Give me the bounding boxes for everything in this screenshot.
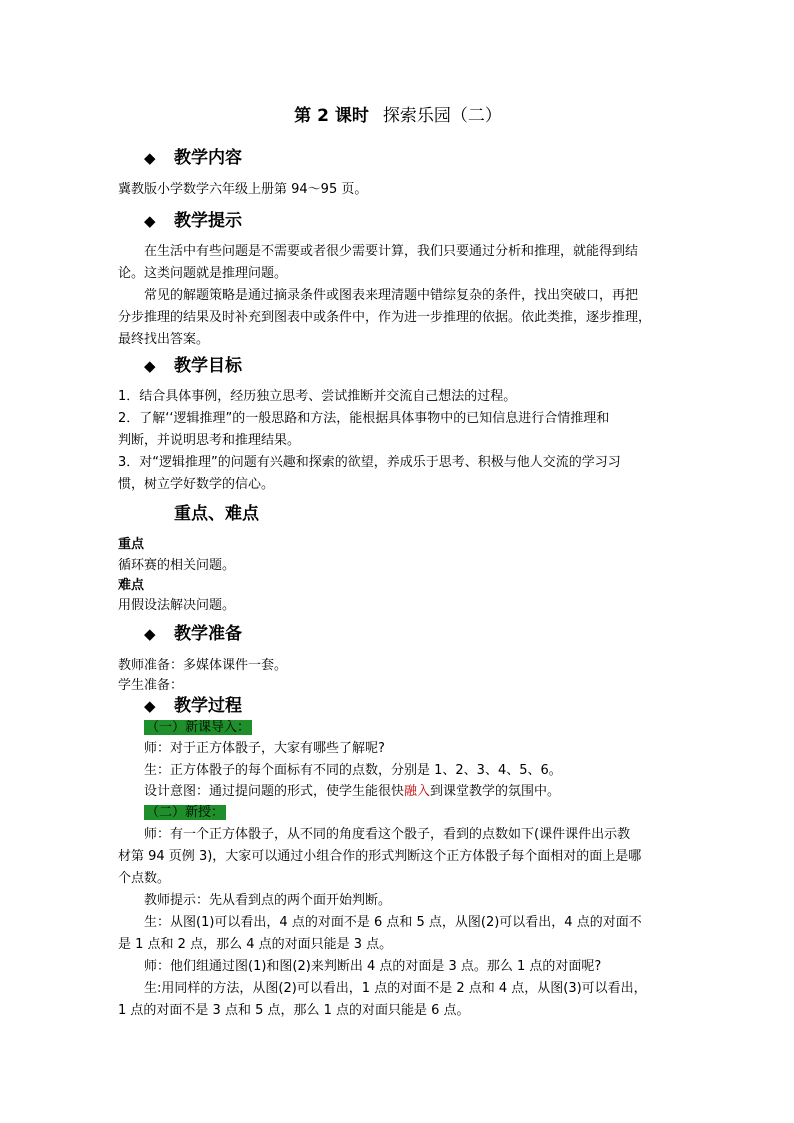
tips-line: 论。这类问题就是推理问题。 bbox=[118, 266, 288, 281]
tips-line: 常见的解题策略是通过摘录条件或图表来理清题中错综复杂的条件，找出突破口，再把 bbox=[144, 288, 639, 303]
key-label: 重点 bbox=[118, 537, 145, 552]
diamond-icon: ◆ bbox=[144, 149, 156, 167]
teacher-prep: 教师准备：多媒体课件一套。 bbox=[118, 658, 288, 673]
section-heading-goals: ◆ 教学目标 bbox=[144, 356, 242, 376]
section-heading-tips: ◆ 教学提示 bbox=[144, 211, 242, 231]
tips-line: 最终找出答案。 bbox=[118, 332, 210, 347]
goal-line: 惯，树立学好数学的信心。 bbox=[118, 477, 275, 492]
section-heading-content: ◆ 教学内容 bbox=[144, 148, 242, 168]
key-text: 循环赛的相关问题。 bbox=[118, 558, 236, 573]
tips-line: 分步推理的结果及时补充到图表中或条件中，作为进一步推理的依据。依此类推，逐步推理， bbox=[118, 310, 652, 325]
section-heading-key: 重点、难点 bbox=[174, 504, 259, 524]
process-line: 师：对于正方体骰子，大家有哪些了解呢? bbox=[144, 741, 385, 756]
process-line: 生:用同样的方法，从图(2)可以看出，1 点的对面不是 2 点和 4 点，从图(3)可以看出， bbox=[144, 981, 647, 996]
goal-line: 2．了解‘‘逻辑推理”的一般思路和方法，能根据具体事物中的已知信息进行合情推理和 bbox=[118, 411, 610, 426]
difficulty-text: 用假设法解决问题。 bbox=[118, 598, 236, 613]
goal-line: 3．对“逻辑推理”的问题有兴趣和探索的欲望，养成乐于思考、积极与他人交流的学习习 bbox=[118, 455, 621, 470]
process-line: 师：他们组通过图(1)和图(2)来判断出 4 点的对面是 3 点。那么 1 点的对面呢? bbox=[144, 959, 602, 974]
design-intent-line: 设计意图：通过提问题的形式，使学生能很快融入到课堂教学的氛围中。 bbox=[144, 784, 561, 799]
student-prep: 学生准备： bbox=[118, 678, 184, 693]
process-line: 生：正方体骰子的每个面标有不同的点数，分别是 1、2、3、4、5、6。 bbox=[144, 763, 562, 778]
diamond-icon: ◆ bbox=[144, 357, 156, 375]
process-line: 师：有一个正方体骰子，从不同的角度看这个骰子，看到的点数如下(课件课件出示教 bbox=[144, 827, 631, 842]
diamond-icon: ◆ bbox=[144, 697, 156, 715]
diamond-icon: ◆ bbox=[144, 212, 156, 230]
content-text: 冀教版小学数学六年级上册第 94～95 页。 bbox=[118, 182, 368, 197]
process-line: 教师提示：先从看到点的两个面开始判断。 bbox=[144, 893, 392, 908]
goal-line: 1．结合具体事例，经历独立思考、尝试推断并交流自己想法的过程。 bbox=[118, 389, 517, 404]
process-line: 生：从图(1)可以看出，4 点的对面不是 6 点和 5 点，从图(2)可以看出，4 点的对面不 bbox=[144, 915, 642, 930]
highlighted-step-label: （一）新课导入： bbox=[146, 720, 251, 735]
goal-line: 判断，并说明思考和推理结果。 bbox=[118, 433, 301, 448]
process-line: 个点数。 bbox=[118, 871, 171, 886]
tips-line: 在生活中有些问题是不需要或者很少需要计算，我们只要通过分析和推理，就能得到结 bbox=[144, 244, 639, 259]
process-line: 1 点的对面不是 3 点和 5 点，那么 1 点的对面只能是 6 点。 bbox=[118, 1003, 470, 1018]
process-line: 材第 94 页例 3)，大家可以通过小组合作的形式判断这个正方体骰子每个面相对的面上是哪 bbox=[118, 849, 642, 864]
section-heading-prep: ◆ 教学准备 bbox=[144, 624, 242, 644]
highlighted-step-label: （二）新授： bbox=[146, 805, 225, 820]
lesson-title bbox=[118, 104, 678, 128]
process-line: 是 1 点和 2 点，那么 4 点的对面只能是 3 点。 bbox=[118, 937, 393, 952]
process-step-intro bbox=[144, 717, 252, 739]
difficulty-label: 难点 bbox=[118, 578, 145, 593]
diamond-icon: ◆ bbox=[144, 625, 156, 643]
lesson-name: 探索乐园（二） bbox=[382, 106, 502, 126]
lesson-number: 第 2 课时 bbox=[294, 106, 369, 126]
section-heading-process: ◆ 教学过程 bbox=[144, 696, 242, 716]
process-step-new bbox=[144, 802, 226, 824]
